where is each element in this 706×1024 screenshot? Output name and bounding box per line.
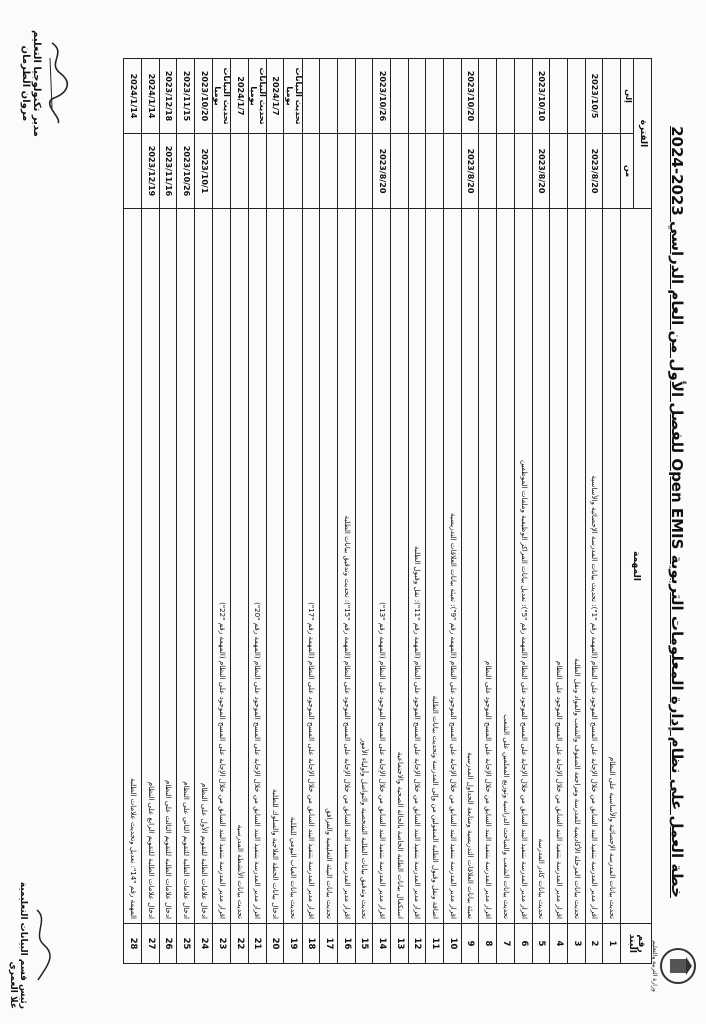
table-row [585,59,603,964]
row-date-from [550,134,568,209]
row-date-to: 2023/11/15 [177,59,195,134]
row-task: ادخال علامات الطلبة للتقويم الأول على النظام [195,209,213,924]
row-date-to [320,59,338,134]
row-date-from [479,134,497,209]
signature-block-left [20,30,72,137]
table-row [532,59,550,964]
signature-block-right [8,882,52,1009]
row-date-from [514,134,532,209]
row-task: ادخال بيانات الخطة العلاجية والسلوك للطلبة [266,209,284,924]
row-number: 17 [320,924,338,964]
table-row [159,59,177,964]
row-date-from: 2023/11/16 [159,134,177,209]
table-row [391,59,409,964]
table-row [497,59,515,964]
row-date-from: 2023/8/20 [532,134,550,209]
row-number: 8 [479,924,497,964]
table-row [284,59,302,964]
row-date-from [266,134,284,209]
row-date-from: 2023/10/1 [195,134,213,209]
row-date-from [497,134,515,209]
row-date-to [391,59,409,134]
table-row [177,59,195,964]
col-header-period: الفترة [634,59,652,209]
row-task: ادخال علامات الطلبة للتقويم الثالث على النظام [159,209,177,924]
row-task: اقرار مدير المدرسة بتنفيذ البند السابق من خلال الإجابة على المسح الموجود على النظام (المهمة رقم "15"): تحديث وتدقيق بيانات الطلبة [338,209,356,924]
row-number: 22 [230,924,248,964]
row-date-to: 2023/10/10 [532,59,550,134]
table-row [266,59,284,964]
row-number: 6 [514,924,532,964]
row-date-to [355,59,373,134]
row-date-to: 2023/10/26 [373,59,391,134]
table-row [212,59,230,964]
col-header-to: إلى [621,59,634,134]
row-number: 16 [338,924,356,964]
row-number: 10 [444,924,462,964]
row-date-to: 2024/1/14 [141,59,159,134]
signer-name: مروان الطرمان [20,45,31,122]
table-row [550,59,568,964]
row-task: اقرار مدير المدرسة بتنفيذ البند السابق من خلال الإجابة على المسح الموجود على النظام (المهمة رقم "20") [248,209,266,924]
row-number: 18 [302,924,320,964]
row-date-to [550,59,568,134]
table-body [124,59,621,964]
row-task: تحديث بيانات الغياب اليومي للطلبة [284,209,302,924]
row-date-to [444,59,462,134]
row-task: المهمة رقم "14": تعديل وتحديث علامات الطلبة [124,209,142,924]
row-date-to: 2024/1/14 [124,59,142,134]
table-row [124,59,142,964]
table-row [195,59,213,964]
row-number: 23 [212,924,230,964]
row-number: 7 [497,924,515,964]
row-date-from [603,134,621,209]
row-date-to [479,59,497,134]
row-task: تحديث بيانات المدرسة الإحصائية والأساسية على النظام [603,209,621,924]
row-number: 4 [550,924,568,964]
row-date-from [230,134,248,209]
table-row [230,59,248,964]
signer-name: علا العمري [8,961,18,1009]
row-number: 28 [124,924,142,964]
row-number: 21 [248,924,266,964]
row-number: 27 [141,924,159,964]
row-date-to: 2023/12/18 [159,59,177,134]
row-date-to: تحديث البيانات يوميا [284,59,302,134]
row-number: 1 [603,924,621,964]
logo-text: وزارة التربية والتعليم [651,940,658,992]
row-task: اقرار مدير المدرسة بتنفيذ البند السابق من خلال الإجابة على المسح الموجود على النظام [479,209,497,924]
col-header-from: من [621,134,634,209]
row-number: 15 [355,924,373,964]
row-task: تعبئة بيانات العلاقات التدريسية ومتابعة الجداول المدرسية [461,209,479,924]
row-task: تحديث بيانات الشعب والمباحث الدراسية وتوزيع المعلمين على الشعب [497,209,515,924]
row-date-from [408,134,426,209]
row-date-from [426,134,444,209]
row-date-from [284,134,302,209]
row-date-to [408,59,426,134]
row-task: تحديث بيانات كادر المدرسة [532,209,550,924]
table-row [338,59,356,964]
row-task: اقرار مدير المدرسة بتنفيذ البند السابق من خلال الإجابة على المسح الموجود على النظام (المهمة رقم "13") [373,209,391,924]
row-date-to: 2023/10/5 [585,59,603,134]
signature-icon [30,905,52,985]
row-date-to [514,59,532,134]
row-task: اقرار مدير المدرسة بتنفيذ البند السابق من خلال الإجابة على المسح الموجود على النظام (المهمة رقم "9"): تعبئة بيانات العلاقات التدريسية [444,209,462,924]
row-date-to: تحديث البيانات يوميا [212,59,230,134]
row-task: اقرار مدير المدرسة بتنفيذ البند السابق من خلال الإجابة على المسح الموجود على النظام (المهمة رقم "5"): تعديل بيانات المراكز الوظيفية وملفات الموظفين [514,209,532,924]
col-header-num: رقم البند [621,924,652,964]
row-date-from [320,134,338,209]
table-row [479,59,497,964]
row-date-from [248,134,266,209]
table-row [426,59,444,964]
row-date-to: 2024/1/7 [266,59,284,134]
row-number: 25 [177,924,195,964]
row-date-to [426,59,444,134]
row-number: 19 [284,924,302,964]
table-row [373,59,391,964]
row-date-from [444,134,462,209]
row-number: 2 [585,924,603,964]
row-date-to [603,59,621,134]
row-task: استكمال بيانات الطلبة الخاصة بالحالة الصحية والاجتماعية [391,209,409,924]
row-number: 11 [426,924,444,964]
row-date-to [338,59,356,134]
row-date-to [497,59,515,134]
row-date-from [124,134,142,209]
row-task: تحديث بيانات البيئة التعليمية والمرافق [320,209,338,924]
table-row [514,59,532,964]
row-number: 3 [567,924,585,964]
row-task: تحديث بيانات المرحلة الأكاديمية للمدرسة ومراجعة الصفوف والشعب والمواد ونقل الطلبة [567,209,585,924]
row-task: تحديث بيانات الأنشطة المدرسية [230,209,248,924]
row-date-to: تحديث البيانات يوميا [248,59,266,134]
row-date-from [567,134,585,209]
row-number: 26 [159,924,177,964]
row-date-from [391,134,409,209]
table-row [302,59,320,964]
row-date-from: 2023/10/26 [177,134,195,209]
table-row [444,59,462,964]
row-task: اقرار مدير المدرسة بتنفيذ البند السابق من خلال الإجابة على المسح الموجود على النظام (المهمة رقم "22") [212,209,230,924]
row-date-to [302,59,320,134]
plan-table [123,58,652,964]
row-date-from [355,134,373,209]
table-row [408,59,426,964]
row-date-to: 2023/10/20 [461,59,479,134]
row-date-to: 2023/10/20 [195,59,213,134]
row-task: ادخال علامات الطلبة للتقويم الثاني على النظام [177,209,195,924]
row-number: 5 [532,924,550,964]
table-row [141,59,159,964]
document-title: خطة العمل على نظام إدارة المعلومات التربوية Open EMIS للفصل الأول من العام الدراسي 2023-2024 [668,126,686,898]
row-task: اقرار مدير المدرسة بتنفيذ البند السابق من خلال الإجابة على المسح الموجود على النظام (المهمة رقم "17") [302,209,320,924]
row-task: تحديث وتدقيق بيانات الطلبة الشخصية والتواصل وأولياء الأمور [355,209,373,924]
signature-icon [44,38,72,128]
row-date-from: 2023/8/20 [585,134,603,209]
table-row [603,59,621,964]
row-number: 20 [266,924,284,964]
row-number: 14 [373,924,391,964]
row-date-to: 2024/1/7 [230,59,248,134]
row-number: 9 [461,924,479,964]
table-row [567,59,585,964]
table-row [461,59,479,964]
row-number: 24 [195,924,213,964]
row-date-from: 2023/8/20 [461,134,479,209]
row-task: اقرار مدير المدرسة بتنفيذ البند السابق من خلال الإجابة على المسح الموجود على النظام [550,209,568,924]
row-task: اقرار مدير المدرسة بتنفيذ البند السابق من خلال الإجابة على المسح الموجود على النظام (المهمة رقم "1"): تحديث بيانات المدرسة الإحصائية والأساسية [585,209,603,924]
row-number: 12 [408,924,426,964]
row-date-from: 2023/8/20 [373,134,391,209]
table-row [248,59,266,964]
table-row [355,59,373,964]
row-date-from [212,134,230,209]
row-date-from [338,134,356,209]
row-date-to [567,59,585,134]
col-header-task: المهمة [621,209,652,924]
row-task: اضافة ونقل وقبول الطلبة المنقولين من وإلى المدرسة وتحديث بيانات الطلبة [426,209,444,924]
table-row [320,59,338,964]
row-date-from [302,134,320,209]
row-task: ادخال علامات الطلبة للتقويم الرابع على النظام [141,209,159,924]
signer-title: رئيس قسم البيانات التعليمية [18,881,28,1009]
row-date-from: 2023/12/19 [141,134,159,209]
signer-title: مدير تكنولوجيا التعليم [31,30,42,137]
row-number: 13 [391,924,409,964]
row-task: اقرار مدير المدرسة بتنفيذ البند السابق من خلال الإجابة على المسح الموجود على النظام (المهمة رقم "11"): نقل وقبول الطلبة [408,209,426,924]
